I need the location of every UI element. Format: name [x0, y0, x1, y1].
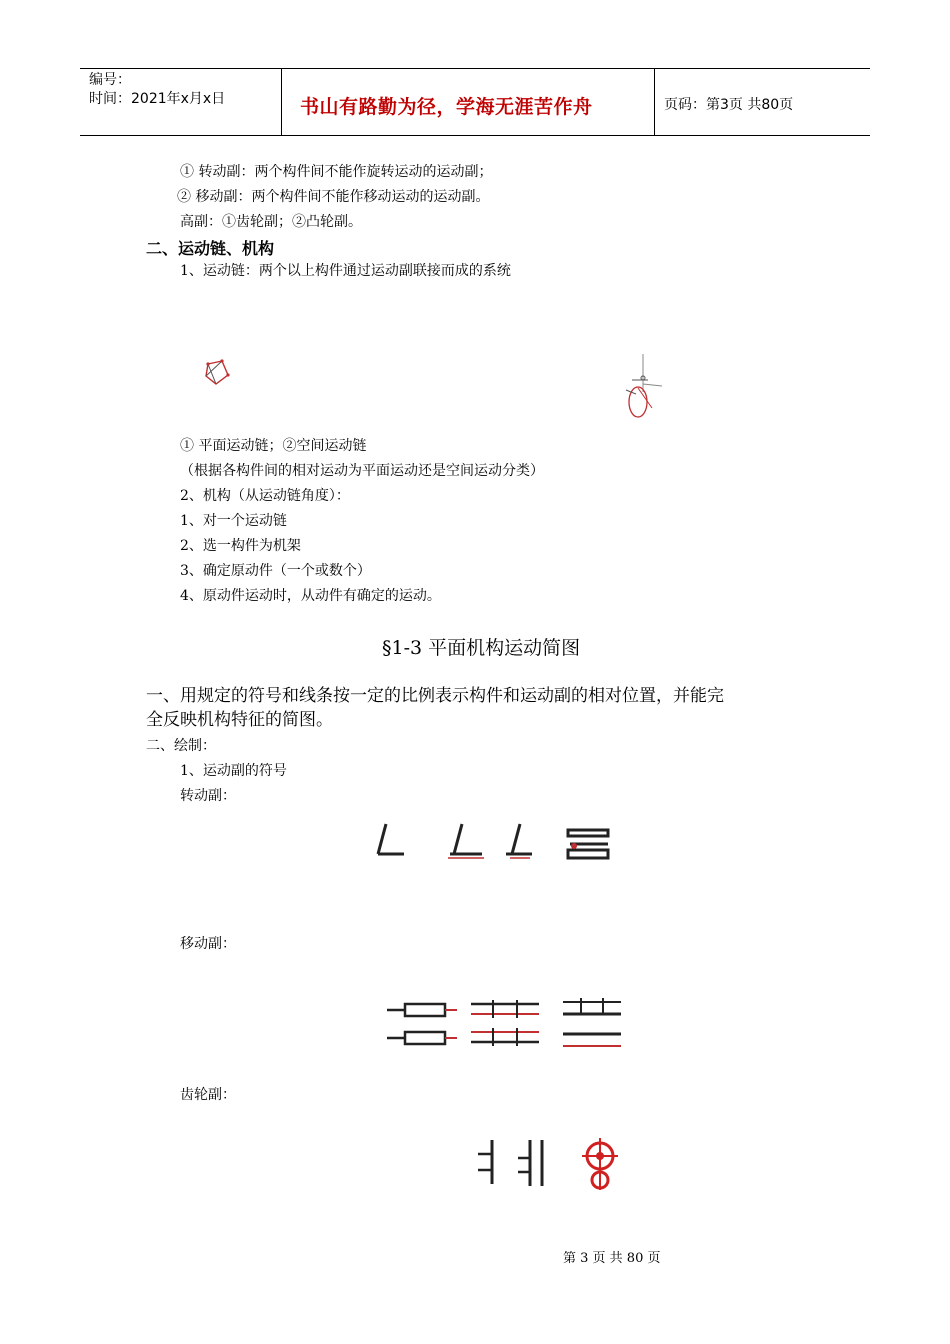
spatial-chain-figure — [618, 350, 670, 422]
drawing-heading: 二、绘制： — [146, 738, 216, 754]
header-divider-1 — [281, 68, 282, 136]
chain-definition: 1、运动链：两个以上构件通过运动副联接而成的系统 — [180, 263, 511, 279]
header-number-label: 编号： — [89, 72, 131, 88]
revolute-pair-label: 转动副： — [180, 788, 236, 804]
definition-line-1: 一、用规定的符号和线条按一定的比例表示构件和运动副的相对位置，并能完 — [146, 686, 724, 706]
section-1-3-title: §1-3 平面机构运动简图 — [382, 637, 581, 659]
mechanism-heading: 2、机构（从运动链角度）： — [180, 488, 350, 504]
pair-symbols-heading: 1、运动副的符号 — [180, 763, 287, 779]
revolute-pair-symbols — [370, 816, 620, 872]
prismatic-pair-symbols — [385, 994, 625, 1056]
header-motto: 书山有路勤为径，学海无涯苦作舟 — [300, 96, 593, 118]
mechanism-step-3: 3、确定原动件（一个或数个） — [180, 563, 371, 579]
gear-pair-symbols — [470, 1134, 640, 1194]
header-divider-2 — [654, 68, 655, 136]
header-top-rule — [80, 68, 870, 69]
chain-note: （根据各构件间的相对运动为平面运动还是空间运动分类） — [180, 463, 544, 479]
mechanism-step-1: 1、对一个运动链 — [180, 513, 287, 529]
pair-move-text: ② 移动副：两个构件间不能作移动运动的运动副。 — [177, 189, 490, 205]
header-page-info: 页码：第3页 共80页 — [664, 97, 794, 113]
chain-types: ① 平面运动链；②空间运动链 — [180, 438, 367, 454]
planar-chain-figure — [200, 358, 236, 388]
mechanism-step-4: 4、原动件运动时，从动件有确定的运动。 — [180, 588, 441, 604]
header-time-label: 时间：2021年x月x日 — [89, 91, 226, 107]
section-2-heading: 二、运动链、机构 — [146, 239, 275, 258]
high-pair-text: 高副：①齿轮副；②凸轮副。 — [180, 214, 362, 230]
pair-rot-text: ① 转动副：两个构件间不能作旋转运动的运动副； — [180, 164, 493, 180]
gear-pair-label: 齿轮副： — [180, 1087, 236, 1103]
mechanism-step-2: 2、选一构件为机架 — [180, 538, 301, 554]
footer-page-number: 第 3 页 共 80 页 — [563, 1251, 661, 1266]
prismatic-pair-label: 移动副： — [180, 936, 236, 952]
header-bottom-rule — [80, 135, 870, 136]
definition-line-2: 全反映机构特征的简图。 — [146, 710, 333, 730]
